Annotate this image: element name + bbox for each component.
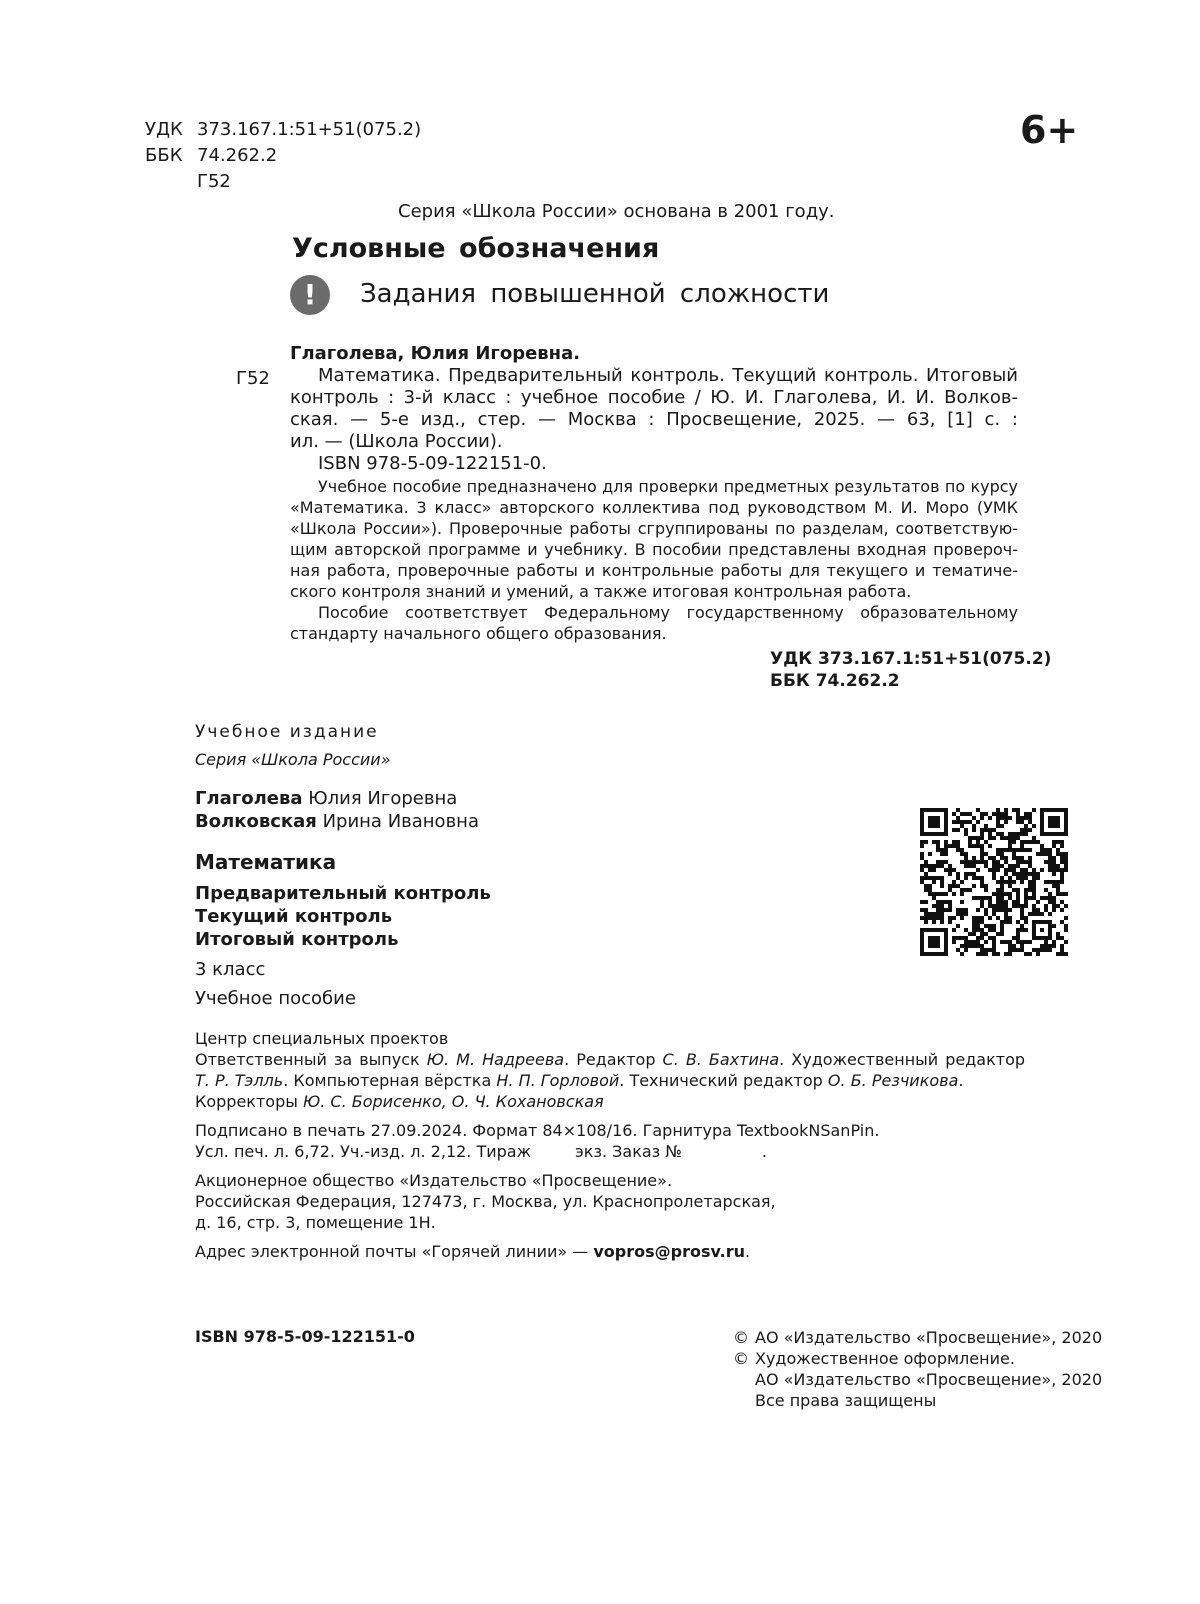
- credit-label: Компьютерная вёрстка: [293, 1071, 492, 1090]
- legend-label: Задания повышенной сложности: [360, 279, 830, 309]
- credit-label: Художественный редактор: [791, 1050, 1026, 1069]
- biblio-isbn: ISBN 978-5-09-122151-0.: [318, 453, 547, 474]
- credit-name: О. Б. Резчикова: [827, 1071, 959, 1090]
- print-info-part: экз. Заказ №: [575, 1142, 682, 1161]
- credit-name: Т. Р. Тэлль: [195, 1071, 284, 1090]
- udk-label: УДК: [145, 119, 183, 140]
- footer-isbn: ISBN 978-5-09-122151-0: [195, 1327, 415, 1346]
- publisher-line: д. 16, стр. 3, помещение 1Н.: [195, 1213, 436, 1232]
- email-end: .: [744, 1242, 751, 1261]
- annotation-paragraph: Учебное пособие предназначено для проверки предметных результатов по курсу «Математика. 3 класс» авторского коллектива под руководством М. И. Моро (УМК «Школа России»). Проверочные работы сгруппированы по разделам, соответствующим авторской программе и учебнику. В пособии представлены входная проверочная работа, проверочные работы и контрольные работы для текущего и тематического контроля знаний и умений, а также итоговая контрольная работа.: [290, 477, 1018, 601]
- hotline-email: [195, 1241, 1025, 1262]
- publisher-line: Акционерное общество «Издательство «Просвещение».: [195, 1171, 673, 1190]
- credit-label: Корректоры: [195, 1092, 298, 1111]
- edition-grade: 3 класс: [195, 959, 266, 980]
- author-last-name: Волковская: [195, 811, 317, 832]
- biblio-classification: [770, 648, 1051, 692]
- bbk-value: 74.262.2: [197, 145, 278, 166]
- edition-series: Серия «Школа России»: [195, 750, 391, 769]
- biblio-bbk: ББК 74.262.2: [770, 671, 900, 691]
- biblio-line: ская. — 5-е изд., стер. — Москва : Просвещение, 2025. — 63, [1] с. :: [290, 409, 1018, 430]
- edition-part: Текущий контроль: [195, 906, 393, 927]
- print-info-part: Усл. печ. л. 6,72. Уч.-изд. л. 2,12. Тираж: [195, 1142, 532, 1161]
- edition-authors: [195, 787, 491, 833]
- rights-line: Все права защищены: [755, 1391, 937, 1410]
- credits-block: Центр специальных проектов Ответственный за выпуск Ю. М. Надреева. Редактор С. В. Бахтина. Художественный редактор Т. Р. Тэлль. Компьютерная вёрстка Н. П. Горловой. Технический редактор О. Б. Резчикова. Корректоры Ю. С. Борисенко, О. Ч. Кохановская Подписано в печать 27.09.2024. Формат 84×108/16. Гарнитура TextbookNSanPin. Усл. печ. л. 6,72. Уч.-изд. л. 2,12. Тираж экз. Заказ № . Акционерное общество «Издательство «Просвещение». Российская Федерация, 127473, г. Москва, ул. Краснопролетарская, д. 16, стр. 3, помещение 1Н. Адрес электронной почты «Горячей линии» — vopros@prosv.ru.: [195, 1029, 1026, 1261]
- annotation: [290, 476, 1018, 644]
- edition-subject: Математика: [195, 850, 337, 874]
- print-info: [195, 1141, 1025, 1162]
- udk-value: 373.167.1:51+51(075.2): [197, 119, 422, 140]
- legend-title: Условные обозначения: [292, 233, 660, 264]
- credit-label: Ответственный за выпуск: [195, 1050, 420, 1069]
- credit-label: Технический редактор: [629, 1071, 823, 1090]
- credit-name: Ю. С. Борисенко, О. Ч. Кохановская: [302, 1092, 604, 1111]
- credit-name: Ю. М. Надреева: [426, 1050, 565, 1069]
- author-first-name: Ирина Ивановна: [322, 811, 479, 832]
- biblio-author: Глаголева, Юлия Игоревна.: [290, 343, 581, 364]
- publisher-line: Российская Федерация, 127473, г. Москва, ул. Краснопролетарская,: [195, 1192, 776, 1211]
- copyright-line: АО «Издательство «Просвещение», 2020: [755, 1370, 1103, 1389]
- edition-part: Итоговый контроль: [195, 929, 399, 950]
- bibliographic-record: [290, 343, 1018, 475]
- edition-parts: [195, 882, 491, 951]
- print-info-part: .: [761, 1142, 767, 1161]
- bbk-label: ББК: [145, 145, 183, 166]
- copyright-line: АО «Издательство «Просвещение», 2020: [755, 1328, 1103, 1347]
- classification-block: [145, 117, 421, 195]
- biblio-line: Математика. Предварительный контроль. Текущий контроль. Итоговый: [318, 365, 1018, 386]
- biblio-author-code: Г52: [236, 368, 270, 389]
- copyright-block: [733, 1327, 1102, 1411]
- edition-part: Предварительный контроль: [195, 883, 491, 904]
- qr-code-icon: [920, 808, 1068, 956]
- credit-name: Н. П. Горловой: [496, 1071, 620, 1090]
- credit-name: С. В. Бахтина: [662, 1050, 780, 1069]
- author-code: Г52: [197, 171, 231, 192]
- email-address: vopros@prosv.ru: [593, 1242, 745, 1261]
- exclamation-circle-icon: !: [290, 275, 330, 315]
- print-info: Подписано в печать 27.09.2024. Формат 84×108/16. Гарнитура TextbookNSanPin.: [195, 1121, 880, 1140]
- age-rating: 6+: [1020, 108, 1079, 152]
- copyright-icon: ©: [733, 1328, 749, 1347]
- edition-kind: Учебное пособие: [195, 988, 356, 1009]
- credit-label: Редактор: [576, 1050, 656, 1069]
- annotation-paragraph: Пособие соответствует Федеральному государственному образовательному стандарту начального общего образования.: [290, 603, 1018, 643]
- biblio-line: контроль : 3-й класс : учебное пособие / Ю. И. Глаголева, И. И. Волков-: [290, 387, 1018, 408]
- edition-block: [195, 722, 491, 1009]
- author-last-name: Глаголева: [195, 788, 303, 809]
- author-first-name: Юлия Игоревна: [308, 788, 458, 809]
- copyright-line: Художественное оформление.: [755, 1349, 1015, 1368]
- series-note: Серия «Школа России» основана в 2001 году.: [398, 201, 835, 222]
- biblio-udk: УДК 373.167.1:51+51(075.2): [770, 649, 1052, 669]
- edition-type: Учебное издание: [195, 722, 379, 742]
- credits-center: Центр специальных проектов: [195, 1029, 449, 1048]
- email-label: Адрес электронной почты «Горячей линии» —: [195, 1242, 589, 1261]
- copyright-icon: ©: [733, 1349, 749, 1368]
- biblio-line: ил. — (Школа России).: [290, 431, 503, 452]
